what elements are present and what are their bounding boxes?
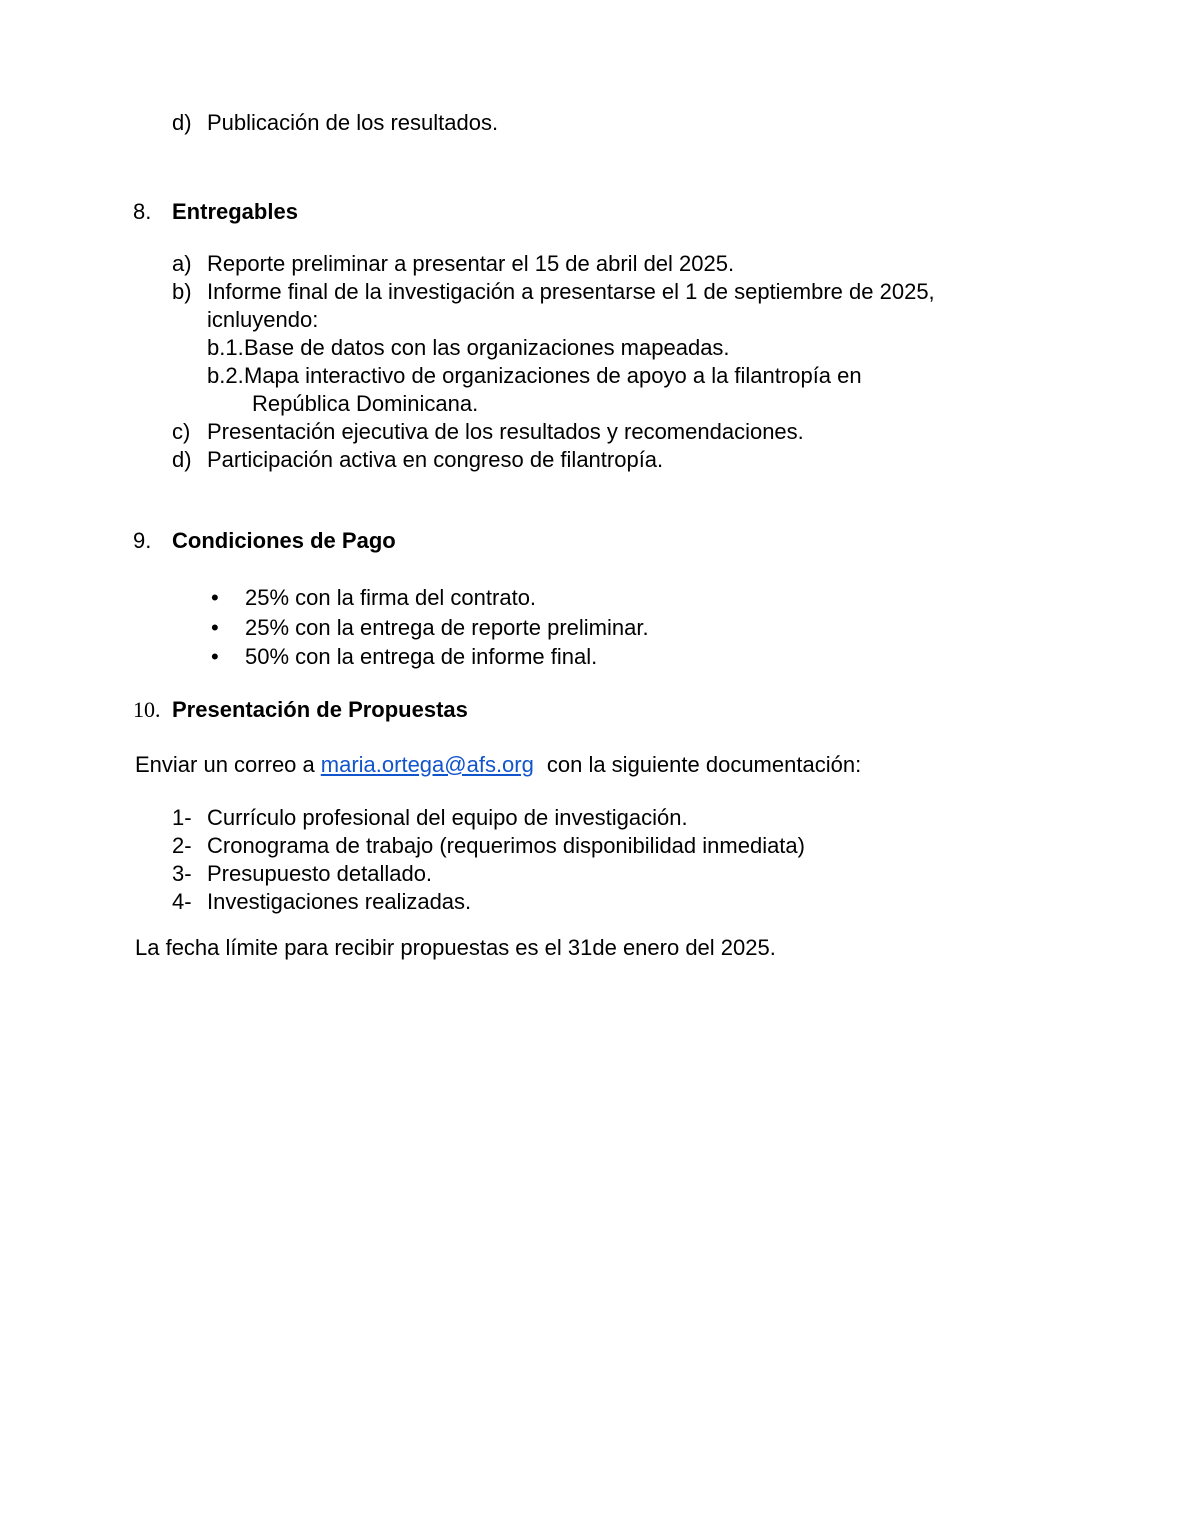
bullet-item bbox=[0, 613, 1186, 643]
list-item-c bbox=[0, 418, 1186, 446]
list-item-line: Informe final de la investigación a presentarse el 1 de septiembre de 2025, bbox=[207, 279, 935, 304]
list-item-d bbox=[0, 446, 1186, 474]
required-docs-list bbox=[0, 804, 1186, 916]
bullet-text: 25% con la entrega de reporte preliminar. bbox=[245, 614, 649, 640]
list-item-3 bbox=[0, 860, 1186, 888]
list-marker: b.1. bbox=[207, 335, 244, 360]
list-marker: d) bbox=[172, 110, 192, 135]
pago-bullet-list bbox=[0, 583, 1186, 672]
list-marker: d) bbox=[172, 447, 192, 472]
list-marker: a) bbox=[172, 251, 192, 276]
list-item-4 bbox=[0, 888, 1186, 916]
section-number: 8. bbox=[133, 199, 152, 224]
bullet-text: 50% con la entrega de informe final. bbox=[245, 644, 598, 669]
list-item-text: Cronograma de trabajo (requerimos disponibilidad inmediata) bbox=[207, 832, 805, 858]
list-item-publicacion bbox=[0, 109, 1186, 137]
section-heading-entregables bbox=[0, 198, 1186, 226]
bullet-text: 25% con la firma del contrato. bbox=[245, 585, 537, 610]
list-marker: 3- bbox=[172, 860, 192, 886]
section-title: Presentación de Propuestas bbox=[172, 696, 468, 722]
email-paragraph-suffix: con la siguiente documentación: bbox=[546, 751, 862, 777]
list-item-text bbox=[207, 278, 935, 334]
section-number: 10. bbox=[133, 696, 161, 722]
email-paragraph bbox=[0, 751, 1186, 779]
section-title: Condiciones de Pago bbox=[172, 528, 396, 553]
deadline-paragraph: La fecha límite para recibir propuestas es el 31de enero del 2025. bbox=[135, 934, 776, 960]
list-marker: b) bbox=[172, 279, 192, 304]
email-paragraph-prefix: Enviar un correo a bbox=[135, 751, 315, 777]
list-item-text bbox=[244, 362, 862, 418]
bullet-icon: • bbox=[211, 585, 219, 610]
section-heading-propuestas bbox=[0, 696, 1186, 724]
bullet-item bbox=[0, 642, 1186, 672]
list-marker: b.2. bbox=[207, 363, 244, 388]
bullet-icon: • bbox=[211, 644, 219, 669]
list-marker: c) bbox=[172, 419, 191, 444]
section-title: Entregables bbox=[172, 199, 298, 224]
list-item-a bbox=[0, 250, 1186, 278]
list-item-text: Base de datos con las organizaciones mapeadas. bbox=[244, 335, 730, 360]
list-item-b1 bbox=[0, 334, 1186, 362]
email-link[interactable]: maria.ortega@afs.org bbox=[320, 751, 534, 777]
bullet-icon: • bbox=[211, 614, 219, 640]
list-item-line: Mapa interactivo de organizaciones de apoyo a la filantropía en bbox=[244, 363, 862, 388]
list-marker: 2- bbox=[172, 832, 192, 858]
list-item-text: Currículo profesional del equipo de investigación. bbox=[207, 804, 688, 830]
list-item-text: Participación activa en congreso de filantropía. bbox=[207, 447, 664, 472]
list-item-b2 bbox=[0, 362, 1186, 418]
list-item-1 bbox=[0, 804, 1186, 832]
section-number: 9. bbox=[133, 528, 152, 553]
list-item-2 bbox=[0, 832, 1186, 860]
list-marker: 4- bbox=[172, 888, 192, 914]
list-item-line: República Dominicana. bbox=[252, 391, 479, 416]
list-item-text: Publicación de los resultados. bbox=[207, 110, 499, 135]
section-heading-pago bbox=[0, 527, 1186, 555]
entregables-list bbox=[0, 250, 1186, 474]
list-item-b bbox=[0, 278, 1186, 334]
list-item-text: Presupuesto detallado. bbox=[207, 860, 433, 886]
list-item-line: icnluyendo: bbox=[207, 307, 319, 332]
bullet-item bbox=[0, 583, 1186, 613]
list-item-text: Investigaciones realizadas. bbox=[207, 888, 472, 914]
list-item-text: Reporte preliminar a presentar el 15 de abril del 2025. bbox=[207, 251, 735, 276]
list-item-text: Presentación ejecutiva de los resultados y recomendaciones. bbox=[207, 419, 804, 444]
list-marker: 1- bbox=[172, 804, 192, 830]
